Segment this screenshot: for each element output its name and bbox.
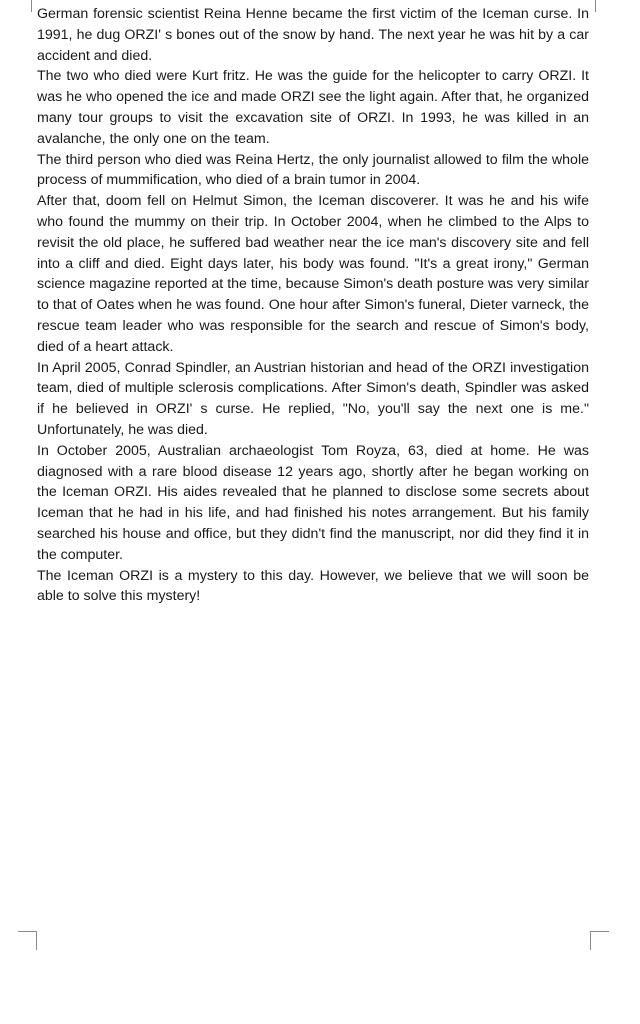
margin-corner-bottom-left xyxy=(18,931,37,950)
paragraph-1: German forensic scientist Reina Henne became the first victim of the Iceman curse. In 1991, he dug ORZI' s bones out of the snow by hand. The next year he was hit by a car accident and died. xyxy=(37,6,589,64)
margin-corner-top-left xyxy=(13,0,32,12)
paragraph-6: In October 2005, Australian archaeologist Tom Royza, 63, died at home. He was diagnosed with a rare blood disease 12 years ago, shortly after he began working on the Iceman ORZI. His aides revealed that he planned to disclose some secrets about Iceman that he had in his life, and had finished his notes arrangement. But his family searched his house and office, but they didn't find the manuscript, nor did they find it in the computer. xyxy=(37,442,589,563)
paragraph-5: In April 2005, Conrad Spindler, an Austrian historian and head of the ORZI investigation team, died of multiple sclerosis complications. After Simon's death, Spindler was asked if he believed in ORZI' s curse. He replied, "No, you'll say the next one is me." Unfortunately, he was died. xyxy=(37,359,589,438)
margin-corner-top-right xyxy=(595,0,614,12)
document-body[interactable] xyxy=(37,4,589,607)
margin-corner-bottom-right xyxy=(590,931,609,950)
paragraph-3: The third person who died was Reina Hertz, the only journalist allowed to film the whole process of mummification, who died of a brain tumor in 2004. xyxy=(37,151,589,189)
paragraph-7: The Iceman ORZI is a mystery to this day. However, we believe that we will soon be able to solve this mystery! xyxy=(37,567,589,605)
paragraph-4: After that, doom fell on Helmut Simon, the Iceman discoverer. It was he and his wife who found the mummy on their trip. In October 2004, when he climbed to the Alps to revisit the old place, he suffered bad weather near the ice man's discovery site and fell into a cliff and died. Eight days later, his body was found. "It's a great irony," German science magazine reported at the time, because Simon's death posture was very similar to that of Oates when he was found. One hour after Simon's funeral, Dieter varneck, the rescue team leader who was responsible for the search and rescue of Simon's body, died of a heart attack. xyxy=(37,193,589,355)
paragraph-2: The two who died were Kurt fritz. He was the guide for the helicopter to carry ORZI. It was he who opened the ice and made ORZI see the light again. After that, he organized many tour groups to visit the excavation site of ORZI. In 1993, he was killed in an avalanche, the only one on the team. xyxy=(37,68,589,147)
